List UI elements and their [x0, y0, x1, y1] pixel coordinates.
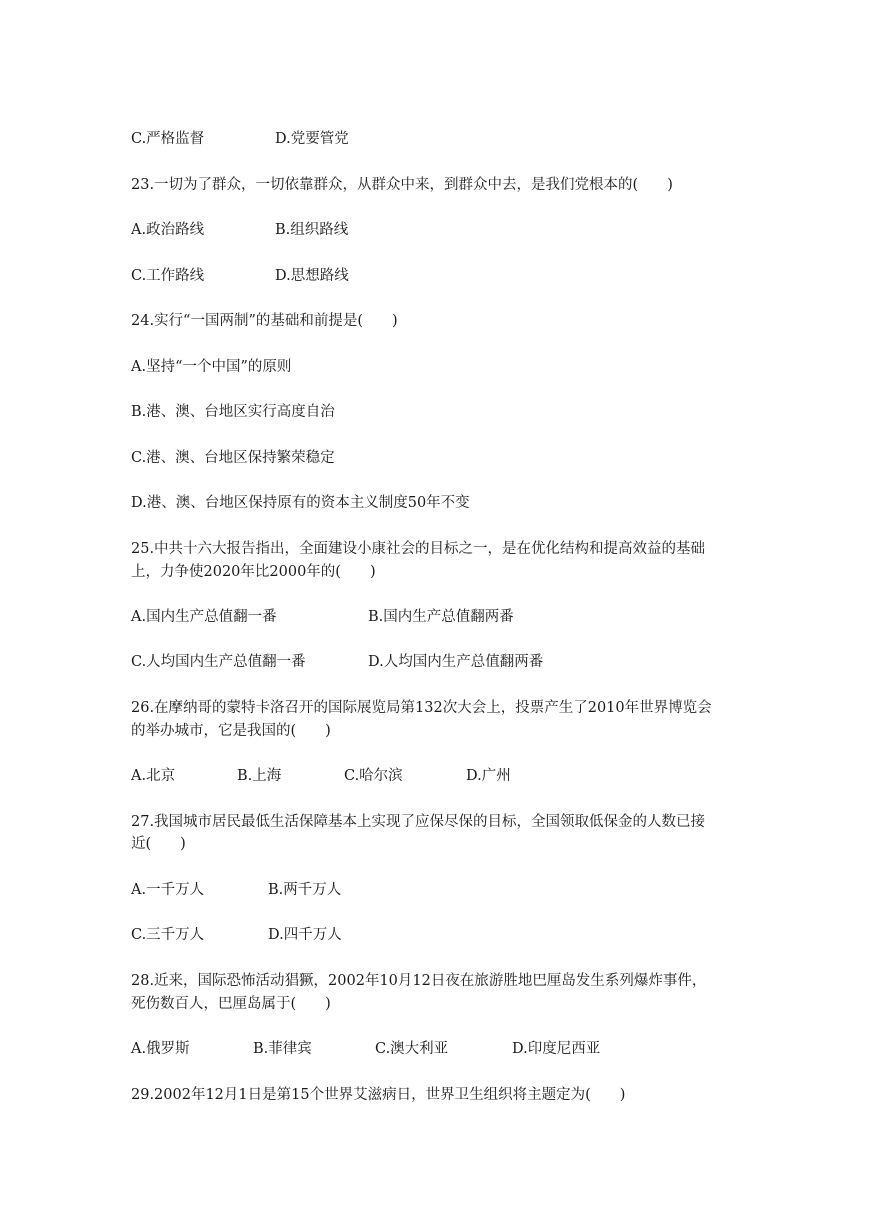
- answer-option: C.三千万人: [131, 927, 205, 943]
- answer-option: D.广州: [466, 768, 511, 784]
- answer-option: C.澳大利亚: [375, 1041, 449, 1057]
- question-text-continued: 的举办城市，它是我国的( ): [131, 723, 331, 739]
- answer-option: C.严格监督: [131, 131, 205, 147]
- answer-option: D.港、澳、台地区保持原有的资本主义制度50年不变: [131, 495, 470, 511]
- answer-option: C.港、澳、台地区保持繁荣稳定: [131, 450, 335, 466]
- question-text-continued: 上，力争使2020年比2000年的( ): [131, 564, 376, 580]
- answer-option: A.国内生产总值翻一番: [131, 609, 277, 625]
- question-text: 24.实行“一国两制”的基础和前提是( ): [131, 313, 398, 329]
- answer-option: A.政治路线: [131, 222, 205, 238]
- answer-option: B.港、澳、台地区实行高度自治: [131, 404, 335, 420]
- answer-option: A.俄罗斯: [131, 1041, 190, 1057]
- answer-option: A.一千万人: [131, 882, 205, 898]
- answer-option: C.人均国内生产总值翻一番: [131, 654, 306, 670]
- answer-option: B.国内生产总值翻两番: [368, 609, 514, 625]
- answer-option: D.印度尼西亚: [512, 1041, 601, 1057]
- answer-option: B.两千万人: [268, 882, 342, 898]
- answer-option: A.北京: [131, 768, 176, 784]
- question-text: 23.一切为了群众，一切依靠群众，从群众中来，到群众中去，是我们党根本的( ): [131, 177, 673, 193]
- question-text: 28.近来，国际恐怖活动猖獗，2002年10月12日夜在旅游胜地巴厘岛发生系列爆炸事件，: [131, 973, 707, 989]
- question-text: 25.中共十六大报告指出，全面建设小康社会的目标之一，是在优化结构和提高效益的基础: [131, 541, 706, 557]
- answer-option: B.菲律宾: [253, 1041, 312, 1057]
- answer-option: A.坚持“一个中国”的原则: [131, 359, 292, 375]
- question-text: 26.在摩纳哥的蒙特卡洛召开的国际展览局第132次大会上，投票产生了2010年世界博览会: [131, 700, 712, 716]
- answer-option: C.工作路线: [131, 268, 205, 284]
- answer-option: D.人均国内生产总值翻两番: [368, 654, 544, 670]
- question-text-continued: 死伤数百人，巴厘岛属于( ): [131, 996, 331, 1012]
- answer-option: C.哈尔滨: [344, 768, 403, 784]
- question-text: 29.2002年12月1日是第15个世界艾滋病日，世界卫生组织将主题定为( ): [131, 1087, 626, 1103]
- question-text: 27.我国城市居民最低生活保障基本上实现了应保尽保的目标，全国领取低保金的人数已接: [131, 814, 706, 830]
- question-text-continued: 近( ): [131, 836, 186, 852]
- answer-option: D.四千万人: [268, 927, 342, 943]
- answer-option: D.党要管党: [275, 131, 349, 147]
- answer-option: B.上海: [237, 768, 282, 784]
- answer-option: B.组织路线: [275, 222, 349, 238]
- answer-option: D.思想路线: [275, 268, 349, 284]
